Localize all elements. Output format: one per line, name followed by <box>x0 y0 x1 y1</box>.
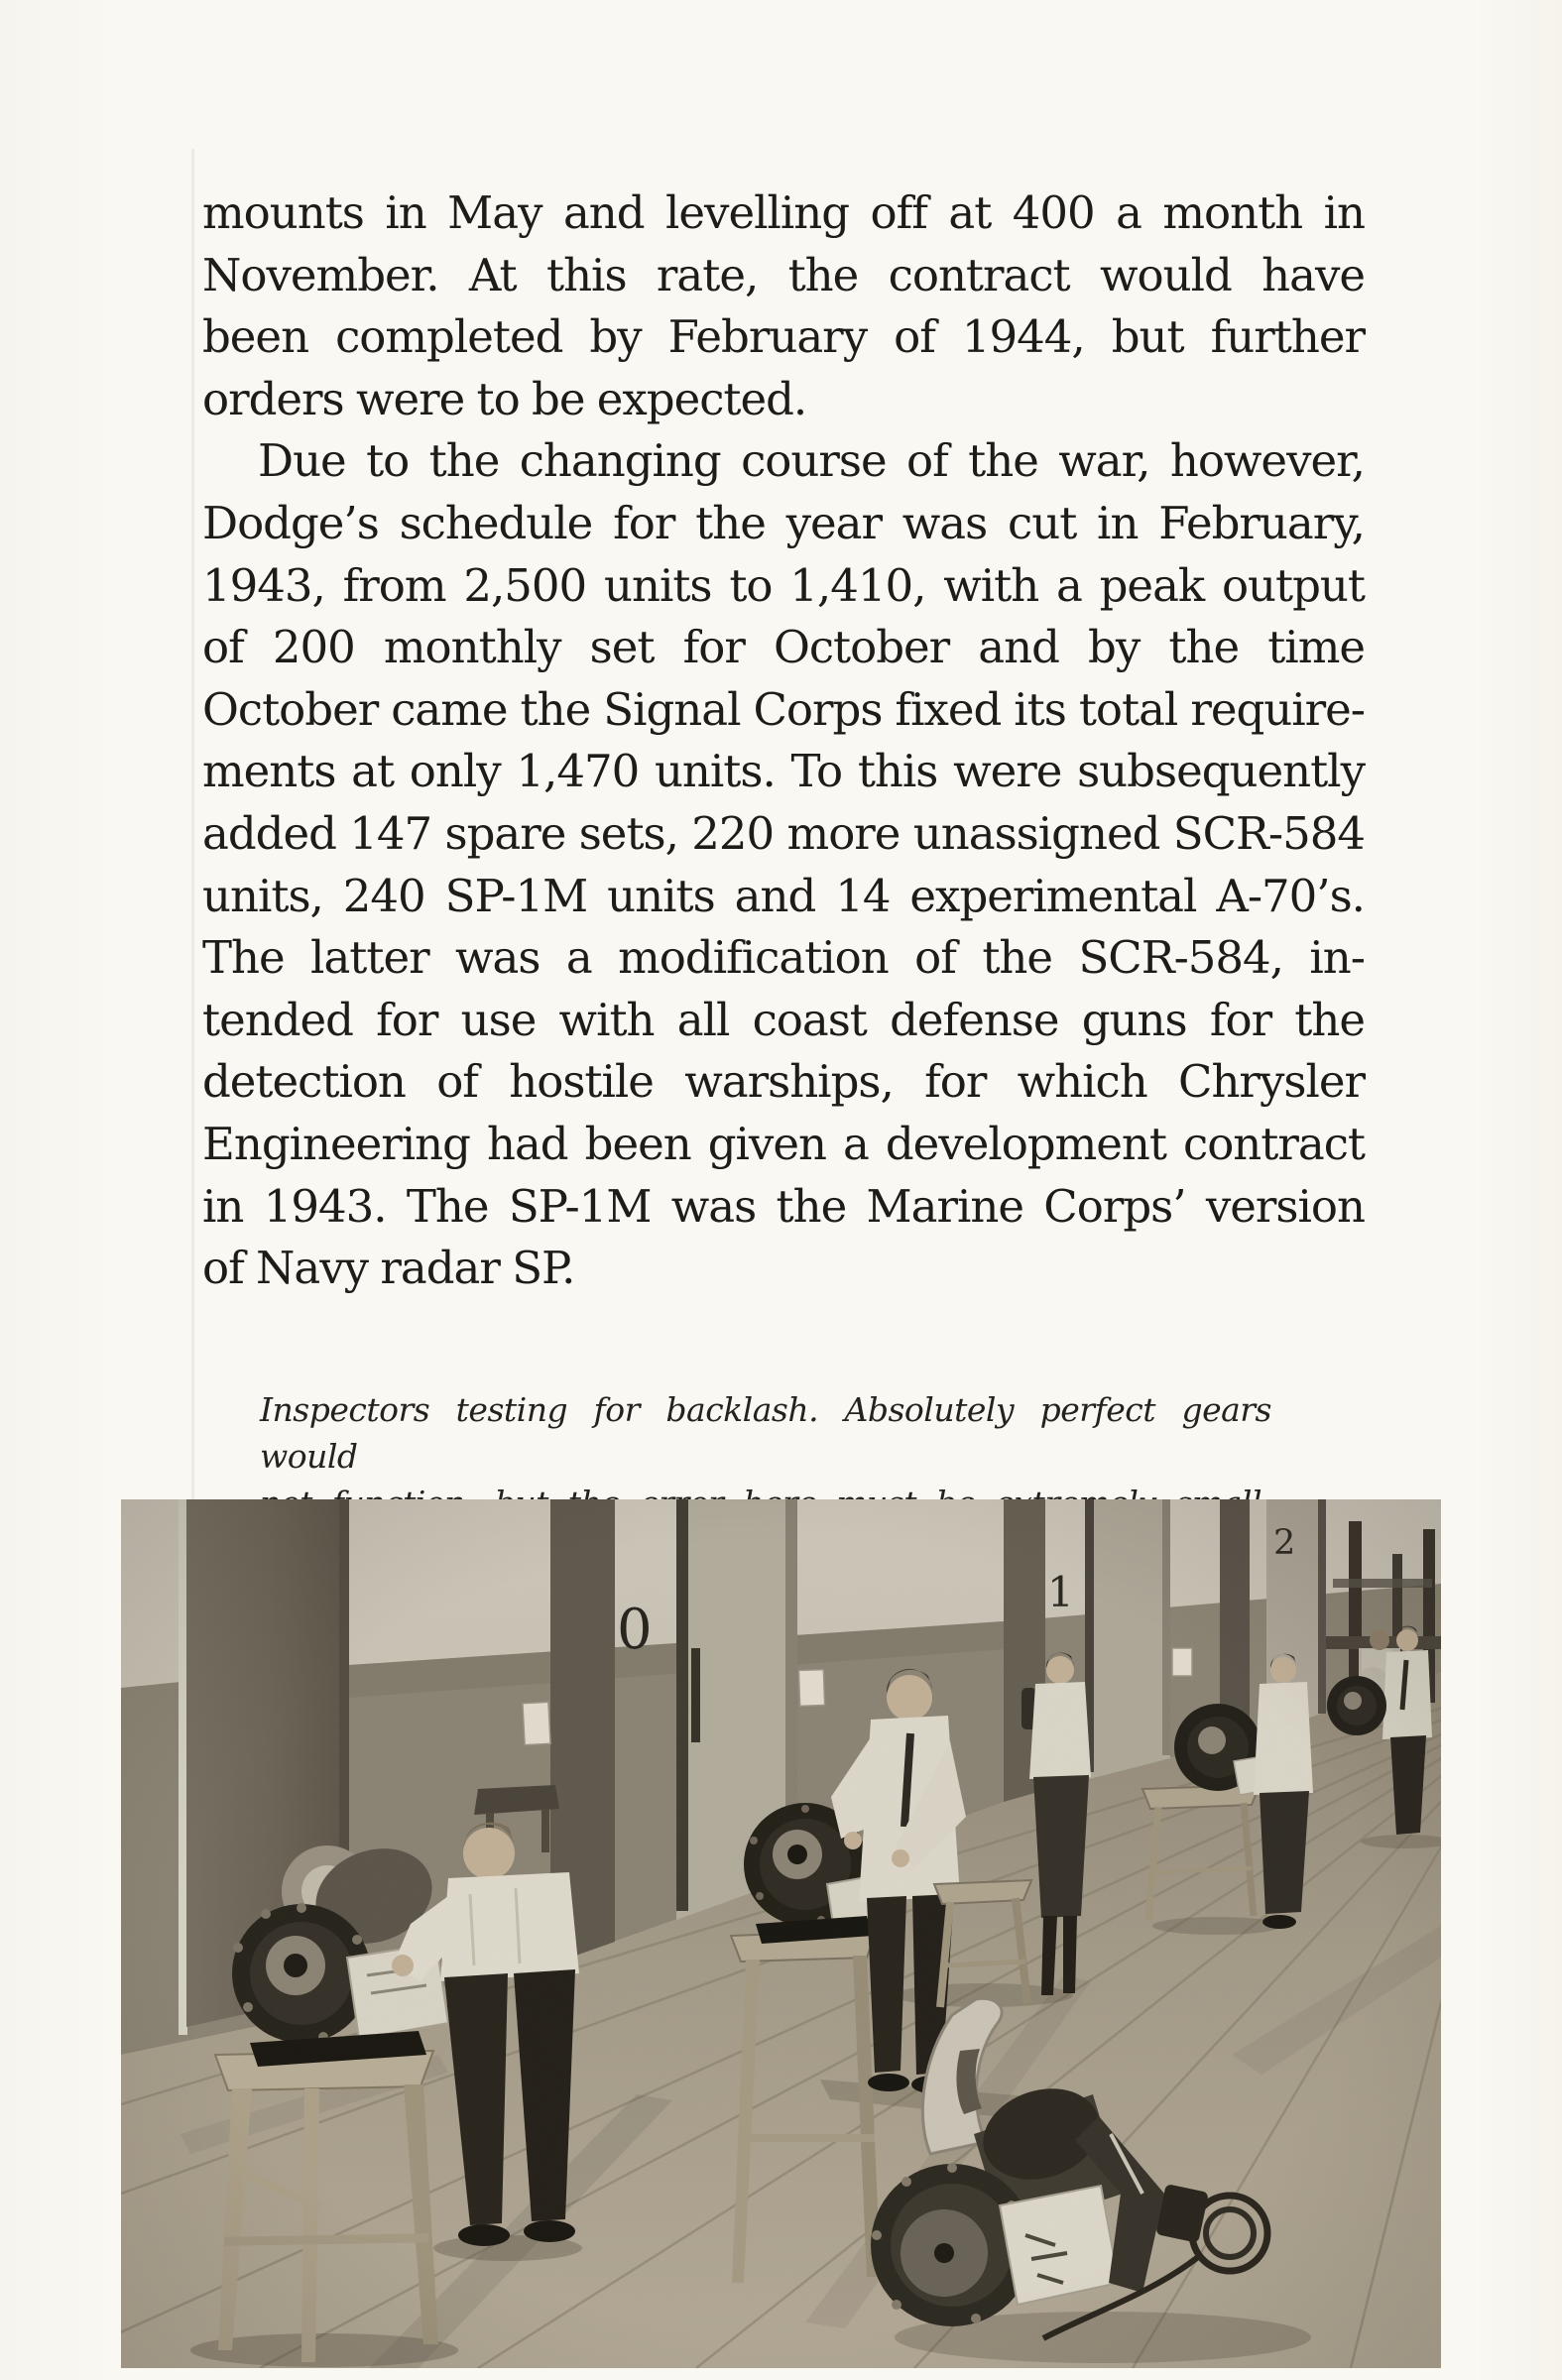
text-line: Dodge’s schedule for the year was cut in February, <box>202 496 1365 549</box>
caption-line: Inspectors testing for backlash. Absolutely perfect gears would <box>260 1390 1271 1476</box>
text-line: mounts in May and levelling off at 400 a month in <box>202 186 1365 239</box>
text-line: Engineering had been given a development contract <box>202 1117 1365 1170</box>
text-line: ments at only 1,470 units. To this were subsequently <box>202 745 1365 798</box>
text-line: units, 240 SP-1M units and 14 experimental A-70’s. <box>202 869 1365 922</box>
factory-photo <box>121 1499 1441 2368</box>
text-line: orders were to be expected. <box>202 372 807 425</box>
text-line: Due to the changing course of the war, however, <box>258 434 1365 488</box>
text-line: 1943, from 2,500 units to 1,410, with a peak output <box>202 558 1365 612</box>
text-line: added 147 spare sets, 220 more unassigned SCR-584 <box>202 806 1365 860</box>
text-line: been completed by February of 1944, but further <box>202 310 1365 364</box>
body-text <box>202 182 1365 1300</box>
paragraph-2 <box>202 430 1365 1299</box>
text-line: in 1943. The SP-1M was the Marine Corps’ version <box>202 1179 1365 1233</box>
text-line: of 200 monthly set for October and by the time <box>202 621 1365 674</box>
text-line: The latter was a modification of the SCR-584, in- <box>202 931 1365 985</box>
page-gutter-shadow <box>191 149 194 1502</box>
paragraph-1 <box>202 182 1365 430</box>
text-line: November. At this rate, the contract would have <box>202 248 1365 301</box>
text-line: October came the Signal Corps fixed its total require- <box>202 682 1365 736</box>
text-line: tended for use with all coast defense guns for the <box>202 993 1365 1046</box>
text-line: detection of hostile warships, for which Chrysler <box>202 1055 1365 1109</box>
text-line: of Navy radar SP. <box>202 1242 575 1295</box>
photo-vignette <box>121 1499 1441 2368</box>
